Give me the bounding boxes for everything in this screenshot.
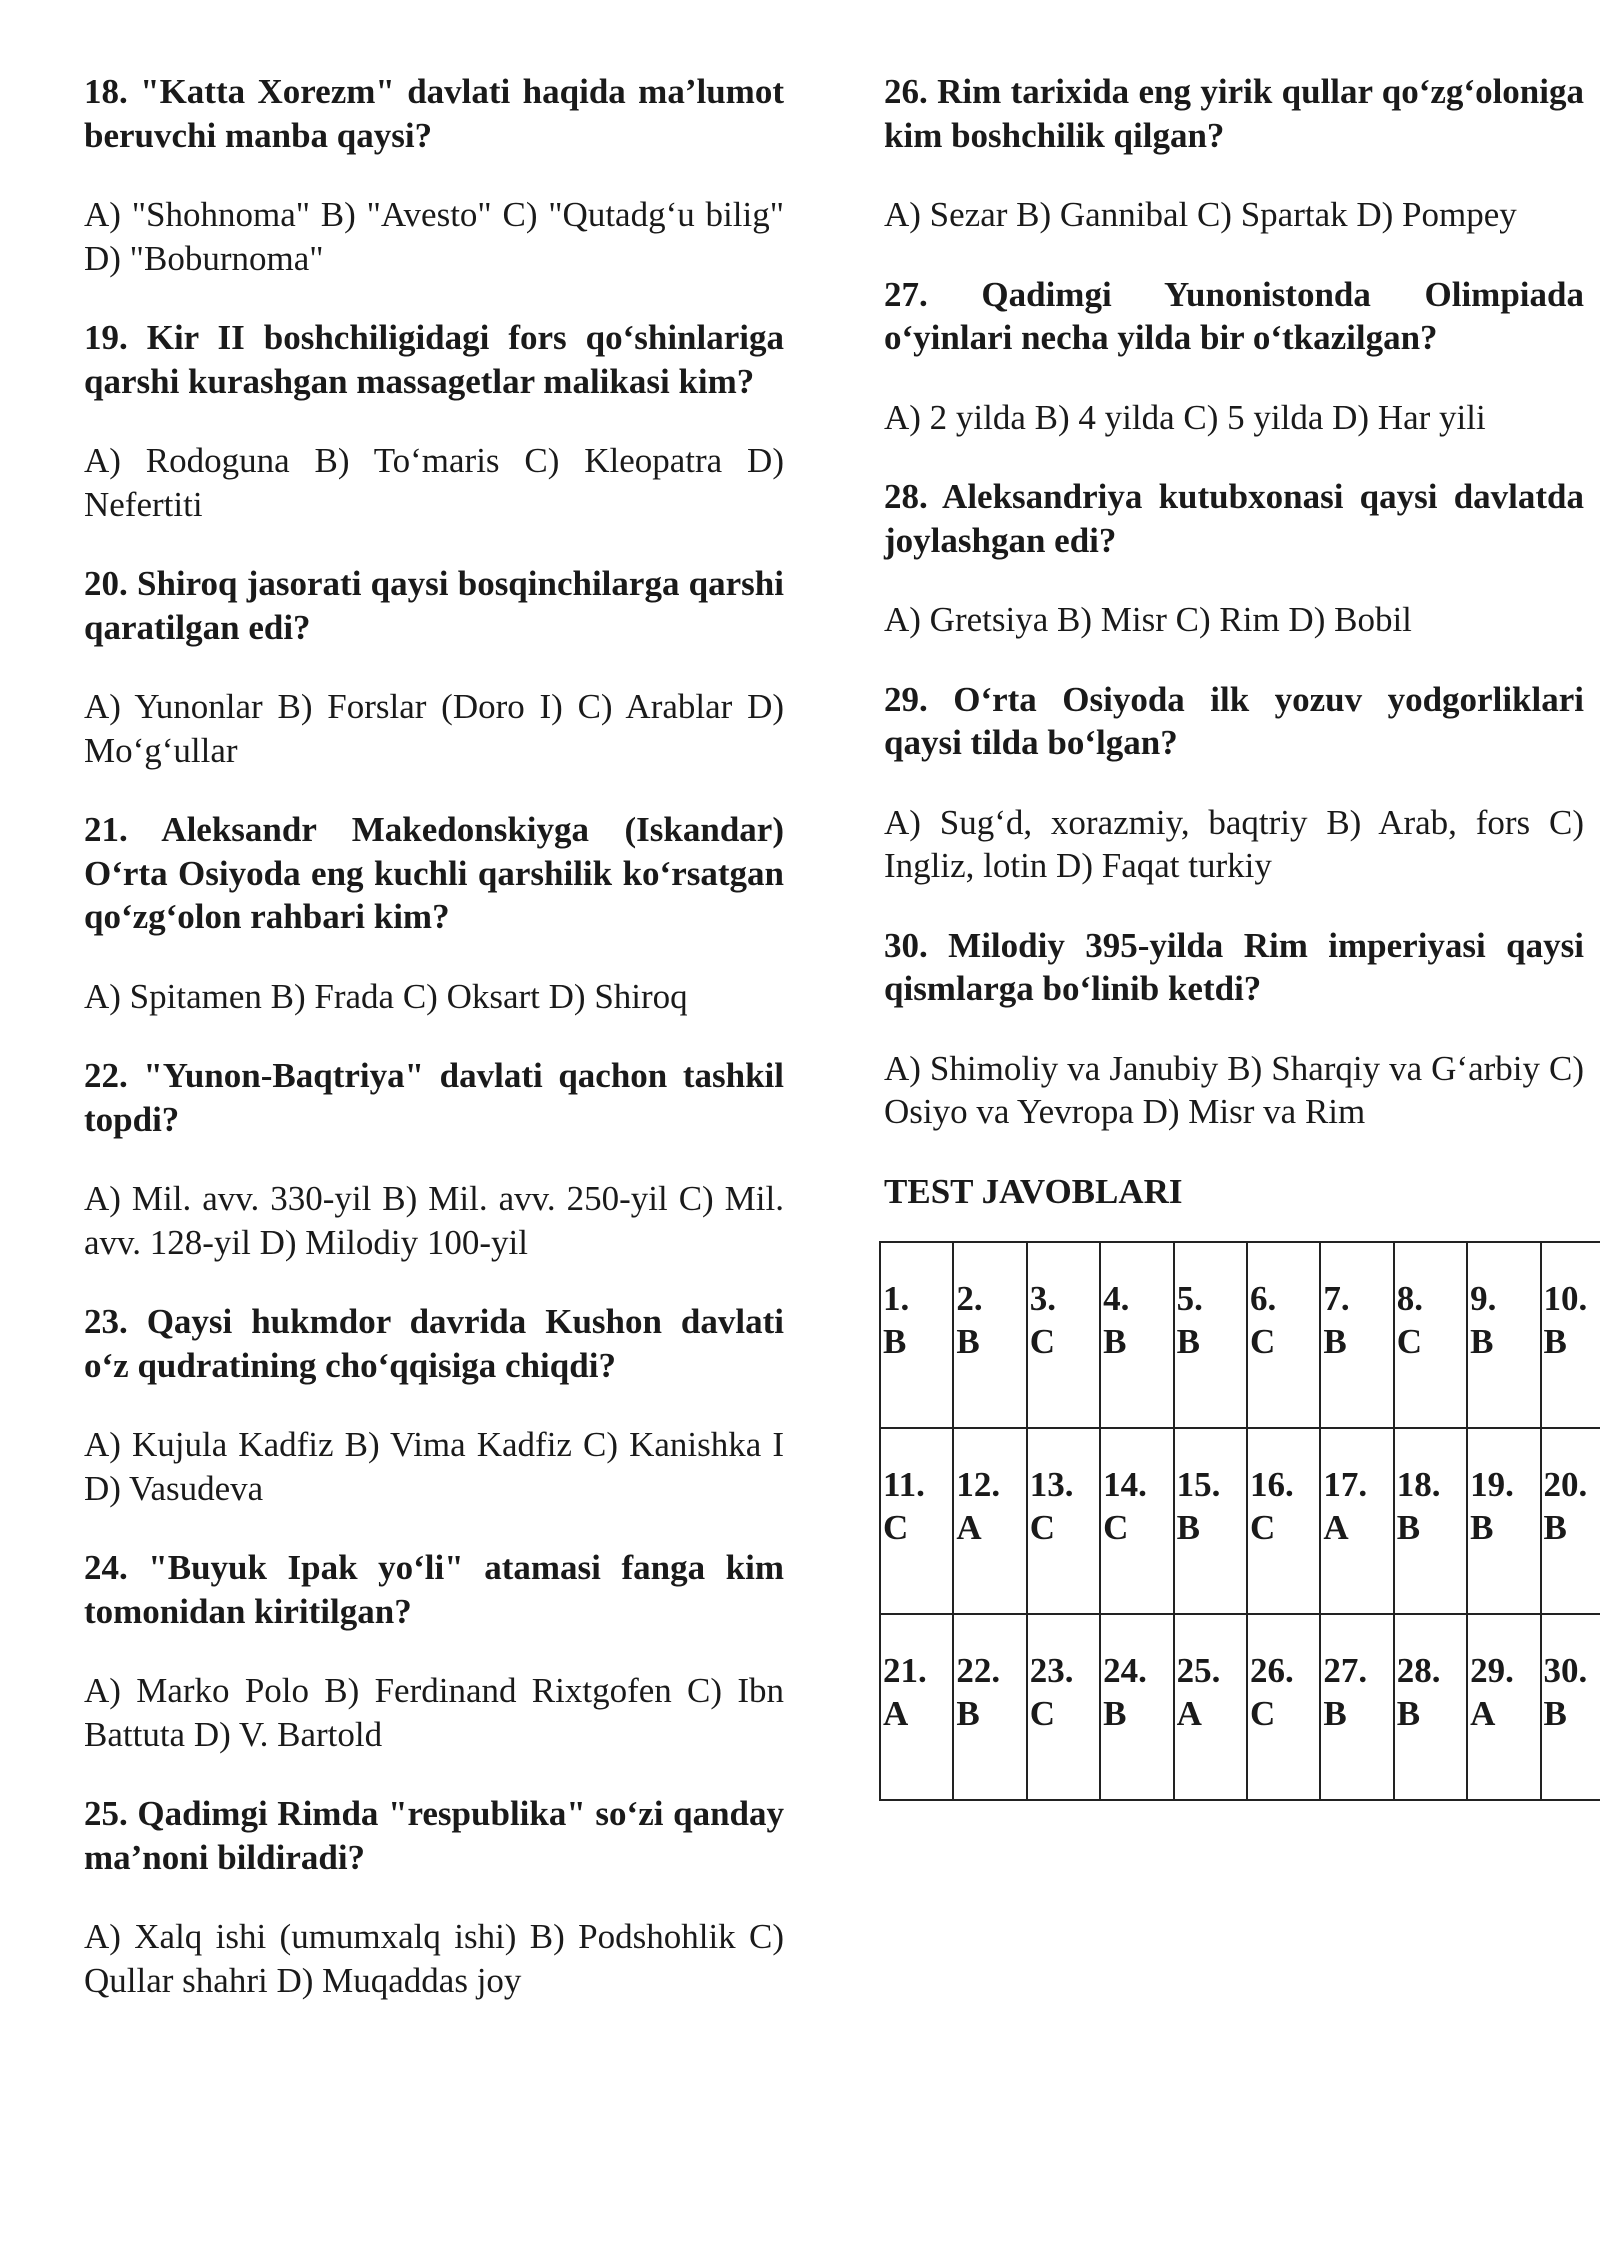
question-text: 26. Rim tarixida eng yirik qullar qo‘zg‘oloniga kim boshchilik qilgan?: [884, 72, 1584, 155]
question-text: 30. Milodiy 395-yilda Rim imperiyasi qaysi qismlarga bo‘linib ketdi?: [884, 925, 1584, 1008]
answer-letter: B: [1543, 1694, 1567, 1733]
answer-cell: [1100, 1242, 1173, 1428]
answer-cell: [1027, 1428, 1100, 1614]
answer-number: 20.: [1543, 1465, 1588, 1504]
answers-row: [880, 1242, 1600, 1428]
answers-row: [880, 1428, 1600, 1614]
answer-cell: [1394, 1428, 1467, 1614]
question-block: [84, 1054, 784, 1264]
answer-letter: B: [1103, 1694, 1127, 1733]
answer-letter: B: [956, 1694, 980, 1733]
question-options: A) Shimoliy va Janubiy B) Sharqiy va G‘arbiy C) Osiyo va Yevropa D) Misr va Rim: [884, 1048, 1584, 1131]
answer-number: 1.: [883, 1279, 910, 1318]
question-block: [84, 70, 784, 280]
answer-number: 18.: [1396, 1465, 1441, 1504]
question-options: A) Kujula Kadfiz B) Vima Kadfiz C) Kanishka I D) Vasudeva: [84, 1425, 784, 1508]
answer-letter: B: [1176, 1508, 1200, 1547]
answer-number: 26.: [1249, 1651, 1294, 1690]
answers-row: [880, 1614, 1600, 1800]
question-block: [884, 273, 1584, 440]
answer-number: 4.: [1103, 1279, 1130, 1318]
answer-letter: B: [956, 1322, 980, 1361]
answer-cell: [953, 1242, 1026, 1428]
question-block: [884, 924, 1584, 1134]
answer-number: 23.: [1029, 1651, 1074, 1690]
answer-cell: [1467, 1242, 1540, 1428]
answer-number: 8.: [1396, 1279, 1423, 1318]
answer-number: 30.: [1543, 1651, 1588, 1690]
question-text: 20. Shiroq jasorati qaysi bosqinchilarga qarshi qaratilgan edi?: [84, 564, 784, 647]
answer-cell: [880, 1428, 953, 1614]
answer-letter: A: [1323, 1508, 1349, 1547]
right-column: [883, 70, 1588, 2220]
answer-cell: [880, 1242, 953, 1428]
answer-cell: [1174, 1614, 1247, 1800]
document-page: [84, 70, 1588, 2220]
answer-letter: A: [1176, 1694, 1202, 1733]
answer-number: 5.: [1176, 1279, 1203, 1318]
answer-cell: [953, 1428, 1026, 1614]
answer-number: 7.: [1323, 1279, 1350, 1318]
answer-letter: B: [1470, 1322, 1494, 1361]
answer-letter: C: [883, 1508, 909, 1547]
answer-number: 2.: [956, 1279, 983, 1318]
answer-letter: A: [956, 1508, 982, 1547]
answer-letter: B: [1543, 1508, 1567, 1547]
answer-cell: [1247, 1242, 1320, 1428]
answer-number: 12.: [956, 1465, 1001, 1504]
question-options: A) 2 yilda B) 4 yilda C) 5 yilda D) Har yili: [884, 397, 1486, 437]
answers-title: TEST JAVOBLARI: [884, 1171, 1183, 1211]
answer-number: 9.: [1470, 1279, 1497, 1318]
answer-cell: [1320, 1614, 1393, 1800]
answer-number: 27.: [1323, 1651, 1368, 1690]
answer-cell: [1394, 1242, 1467, 1428]
answer-cell: [1467, 1428, 1540, 1614]
answer-cell: [1541, 1428, 1600, 1614]
answer-number: 15.: [1176, 1465, 1221, 1504]
answer-letter: C: [1396, 1322, 1423, 1361]
answer-cell: [1247, 1428, 1320, 1614]
answer-letter: B: [1396, 1694, 1421, 1733]
answer-cell: [880, 1614, 953, 1800]
question-options: A) "Shohnoma" B) "Avesto" C) "Qutadg‘u bilig" D) "Boburnoma": [84, 195, 784, 278]
question-options: A) Gretsiya B) Misr C) Rim D) Bobil: [884, 600, 1412, 639]
question-options: A) Spitamen B) Frada C) Oksart D) Shiroq: [84, 976, 688, 1016]
answer-cell: [1027, 1614, 1100, 1800]
question-block: [84, 316, 784, 526]
question-block: [884, 70, 1584, 237]
answer-letter: B: [1396, 1508, 1421, 1547]
question-text: 24. "Buyuk Ipak yo‘li" atamasi fanga kim tomonidan kiritilgan?: [84, 1548, 784, 1631]
answer-number: 17.: [1323, 1465, 1368, 1504]
right-questions: [884, 70, 1584, 1134]
answer-letter: C: [1103, 1508, 1129, 1547]
question-options: A) Rodoguna B) To‘maris C) Kleopatra D) Nefertiti: [84, 441, 784, 524]
question-block: [884, 475, 1584, 642]
answer-number: 19.: [1470, 1465, 1514, 1504]
answer-letter: C: [1249, 1694, 1276, 1733]
question-text: 21. Aleksandr Makedonskiyga (Iskandar) O‘rta Osiyoda eng kuchli qarshilik ko‘rsatgan qo‘zg‘olon rahbari kim?: [84, 810, 784, 936]
answer-cell: [1100, 1428, 1173, 1614]
question-text: 25. Qadimgi Rimda "respublika" so‘zi qanday ma’noni bildiradi?: [84, 1794, 784, 1877]
question-options: A) Marko Polo B) Ferdinand Rixtgofen C) Ibn Battuta D) V. Bartold: [84, 1671, 784, 1754]
answer-cell: [1174, 1242, 1247, 1428]
question-text: 22. "Yunon-Baqtriya" davlati qachon tashkil topdi?: [84, 1056, 784, 1139]
answer-cell: [1247, 1614, 1320, 1800]
answer-cell: [1541, 1242, 1600, 1428]
answer-cell: [1394, 1614, 1467, 1800]
answer-letter: B: [1323, 1322, 1347, 1361]
question-options: A) Sug‘d, xorazmiy, baqtriy B) Arab, fors C) Ingliz, lotin D) Faqat turkiy: [884, 802, 1584, 885]
answer-cell: [1320, 1242, 1393, 1428]
question-options: A) Xalq ishi (umumxalq ishi) B) Podshohlik C) Qullar shahri D) Muqaddas joy: [84, 1917, 784, 2000]
question-text: 27. Qadimgi Yunonistonda Olimpiada o‘yinlari necha yilda bir o‘tkazilgan?: [884, 274, 1584, 357]
answer-number: 16.: [1249, 1465, 1294, 1504]
answer-letter: C: [1249, 1322, 1276, 1361]
answer-letter: C: [1029, 1322, 1056, 1361]
answers-table: [879, 1241, 1600, 1801]
answer-number: 11.: [883, 1465, 925, 1504]
question-block: [84, 808, 784, 1018]
answer-cell: [1541, 1614, 1600, 1800]
answer-letter: B: [1103, 1322, 1127, 1361]
question-options: A) Sezar B) Gannibal C) Spartak D) Pompey: [884, 195, 1517, 234]
answer-cell: [1100, 1614, 1173, 1800]
answer-number: 25.: [1176, 1651, 1221, 1690]
question-block: [884, 678, 1584, 888]
question-text: 28. Aleksandriya kutubxonasi qaysi davlatda joylashgan edi?: [884, 477, 1584, 560]
answer-letter: C: [1249, 1508, 1276, 1547]
answer-number: 14.: [1103, 1465, 1147, 1504]
answer-letter: C: [1029, 1694, 1056, 1733]
question-block: [84, 1792, 784, 2002]
answer-letter: B: [1470, 1508, 1494, 1547]
question-text: 19. Kir II boshchiligidagi fors qo‘shinlariga qarshi kurashgan massagetlar malikasi kim?: [84, 318, 784, 401]
answer-number: 21.: [883, 1651, 927, 1690]
question-text: 23. Qaysi hukmdor davrida Kushon davlati o‘z qudratining cho‘qqisiga chiqdi?: [84, 1302, 784, 1385]
answer-letter: A: [883, 1694, 909, 1733]
answer-number: 3.: [1029, 1279, 1057, 1318]
question-text: 29. O‘rta Osiyoda ilk yozuv yodgorliklari qaysi tilda bo‘lgan?: [884, 679, 1584, 762]
answer-number: 28.: [1396, 1651, 1441, 1690]
answer-number: 22.: [956, 1651, 1001, 1690]
answer-number: 13.: [1029, 1465, 1074, 1504]
answer-letter: B: [1176, 1322, 1200, 1361]
answer-cell: [1320, 1428, 1393, 1614]
question-block: [84, 562, 784, 772]
answer-number: 6.: [1249, 1279, 1277, 1318]
answer-cell: [1027, 1242, 1100, 1428]
question-block: [84, 1300, 784, 1510]
question-text: 18. "Katta Xorezm" davlati haqida ma’lumot beruvchi manba qaysi?: [84, 72, 784, 155]
answer-cell: [1467, 1614, 1540, 1800]
answer-number: 29.: [1470, 1651, 1514, 1690]
answer-letter: B: [1543, 1322, 1567, 1361]
answer-number: 10.: [1543, 1279, 1588, 1318]
left-column: [84, 70, 784, 2220]
question-block: [84, 1546, 784, 1756]
question-options: A) Mil. avv. 330-yil B) Mil. avv. 250-yil C) Mil. avv. 128-yil D) Milodiy 100-yil: [84, 1179, 784, 1262]
answer-number: 24.: [1103, 1651, 1147, 1690]
answer-letter: A: [1470, 1694, 1496, 1733]
answer-letter: B: [883, 1322, 907, 1361]
answer-letter: C: [1029, 1508, 1056, 1547]
answer-cell: [1174, 1428, 1247, 1614]
answer-cell: [953, 1614, 1026, 1800]
question-options: A) Yunonlar B) Forslar (Doro I) C) Arablar D) Mo‘g‘ullar: [84, 687, 784, 770]
answer-letter: B: [1323, 1694, 1347, 1733]
